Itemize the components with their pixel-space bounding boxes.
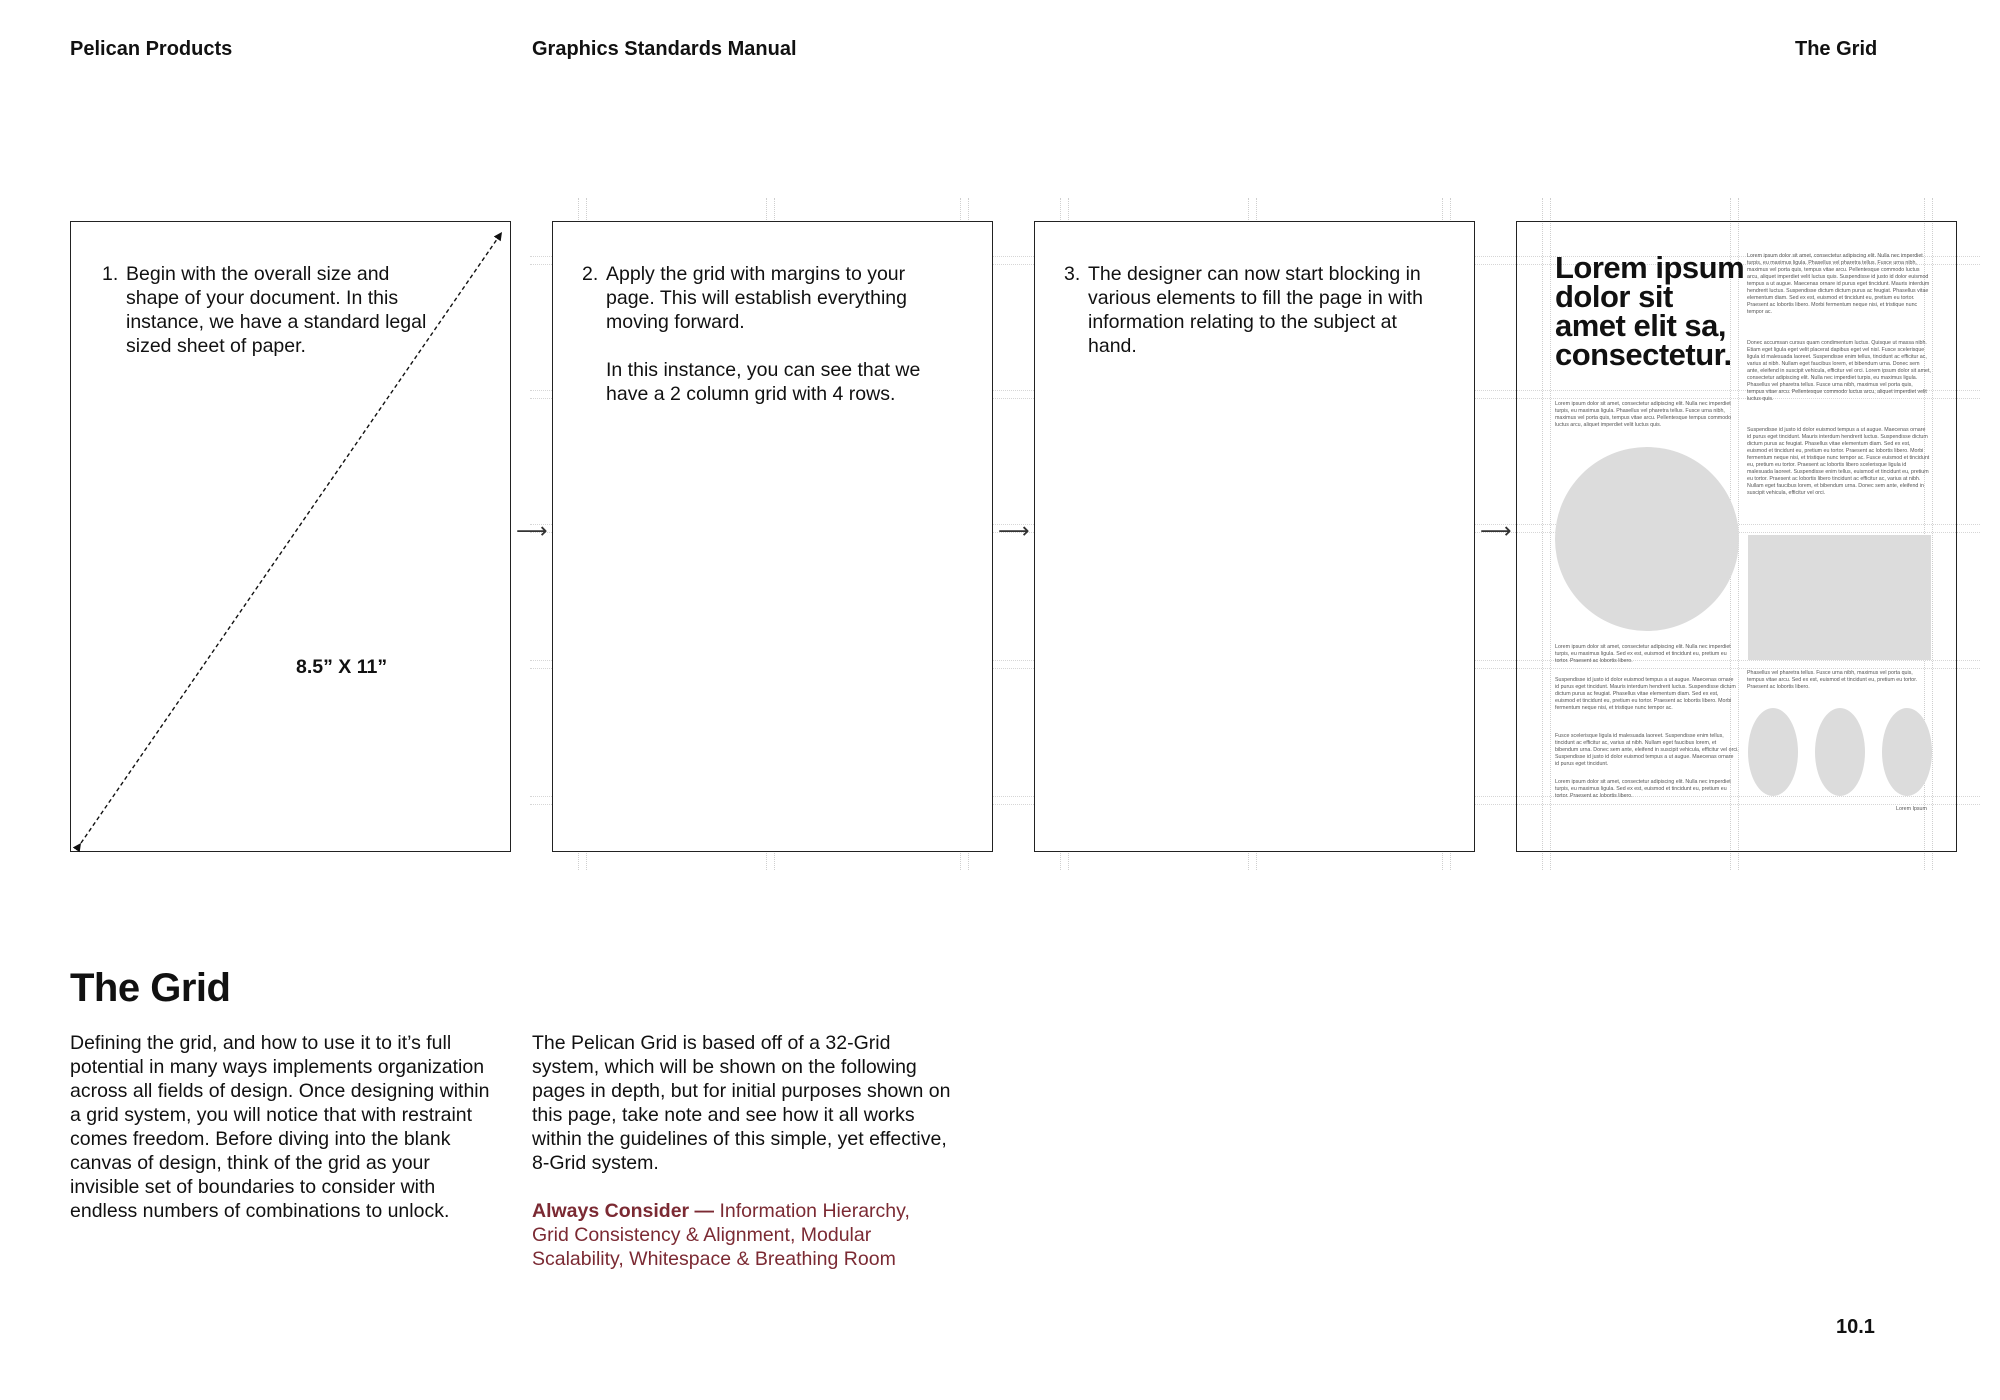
sample-left-text-4: Fusce scelerisque ligula id malesuada laoreet. Suspendisse enim tellus, tincidunt ac efficitur ac, varius at nibh. Nullam eget faucibus lorem, et bibendum urna. Donec sem ante, eleifend in suscipit vehicula, efficitur vel orci. Suspendisse id justo id dolor euismod tempus a ut augue. Maecenas ornare id purus eget tincidunt. bbox=[1555, 733, 1739, 767]
sample-headline: Lorem ipsum dolor sit amet elit sa, consectetur. bbox=[1555, 250, 1745, 372]
step-1-number: 1. bbox=[102, 263, 119, 285]
step-2-text bbox=[582, 262, 951, 406]
sample-left-text-2: Lorem ipsum dolor sit amet, consectetur adipiscing elit. Nulla nec imperdiet turpis, eu maximus ligula. Sed ex est, euismod et tincidunt eu, pretium eu tortor. Praesent ac lobortis libero. bbox=[1555, 644, 1731, 664]
sample-right-text-3: Suspendisse id justo id dolor euismod tempus a ut augue. Maecenas ornare id purus eget tincidunt. Mauris interdum hendrerit luctus. Suspendisse dictum dictum purus ac feugiat. Phasellus vitae elementum diam. Sed ex est, euismod et tincidunt eu, pretium eu tortor. Praesent ac lobortis libero. Morbi fermentum neque nisi, et tristique nunc tempor ac. Fusce euismod et tincidunt eu, pretium eu tortor. Praesent ac lobortis libero scelerisque ligula id malesuada laoreet. Suspendisse enim tellus, euismod et tincidunt eu, pretium eu tortor. Praesent ac lobortis libero tincidunt ac efficitur ac, varius at nibh. Nullam eget faucibus lorem, et bibendum urna. Donec sem ante, eleifend in suscipit vehicula, efficitur vel orci. bbox=[1747, 427, 1930, 496]
arrow-right-icon: ⟶ bbox=[516, 518, 548, 543]
arrow-right-icon: ⟶ bbox=[998, 518, 1030, 543]
always-consider-block bbox=[532, 1199, 942, 1271]
step-3-text bbox=[1064, 262, 1438, 358]
step-2-number: 2. bbox=[582, 263, 599, 285]
sample-left-text-1: Lorem ipsum dolor sit amet, consectetur adipiscing elit. Nulla nec imperdiet turpis, eu maximus ligula. Phasellus vel pharetra tellus. Fusce urna nibh, maximus vel porta quis, tempus vitae arcu. Pellentesque tempus commodo luctus arcu, aliquet imperdiet velit luctus quis. bbox=[1555, 401, 1732, 428]
sample-footer-label: Lorem Ipsum bbox=[1896, 806, 1927, 812]
sample-right-text-1: Lorem ipsum dolor sit amet, consectetur adipiscing elit. Nulla nec imperdiet turpis, eu maximus ligula. Phasellus vel pharetra tellus. Fusce urna nibh, maximus vel porta quis, tempus vitae arcu. Pellentesque commodo luctus arcu, aliquet imperdiet velit luctus quis. Suspendisse id justo id dolor euismod tempus a ut augue. Maecenas ornare id purus eget tincidunt. Mauris interdum hendrerit luctus. Suspendisse dictum dictum purus ac feugiat. Phasellus vitae elementum diam. Sed ex est, euismod et tincidunt eu, pretium eu tortor. Praesent ac lobortis libero. Morbi fermentum neque nisi, et tristique nunc tempor ac. bbox=[1747, 253, 1930, 315]
section-title: The Grid bbox=[70, 966, 231, 1010]
sample-right-text-2: Donec accumsan cursus quam condimentum luctus. Quisque ut massa nibh. Etiam eget ligula eget velit placerat dapibus eget vel nisl. Fusce scelerisque ligula id malesuada laoreet. Suspendisse enim tellus, tincidunt ac efficitur ac, varius at nibh. Nullam eget faucibus lorem, et bibendum urna. Donec sem ante, eleifend in suscipit vehicula, efficitur vel orci. Lorem ipsum dolor sit amet, consectetur adipiscing elit. Nulla nec imperdiet turpis, eu maximus ligula. Phasellus vel pharetra tellus. Fusce urna nibh, maximus vel porta quis, tempus vitae arcu. Pellentesque commodo luctus arcu, aliquet imperdiet velit luctus quis. bbox=[1747, 340, 1931, 402]
sample-rect-image bbox=[1748, 535, 1931, 660]
sample-oval-image-1 bbox=[1748, 708, 1798, 796]
sample-circle-image bbox=[1555, 447, 1739, 631]
panel-step-3 bbox=[1034, 221, 1475, 852]
always-consider-text: Information Hierarchy, Grid Consistency & Alignment, Modular Scalability, Whitespace & Breathing Room bbox=[532, 1200, 910, 1270]
step-2-description-2: In this instance, you can see that we have a 2 column grid with 4 rows. bbox=[606, 359, 921, 405]
step-1-text bbox=[102, 262, 436, 358]
section-body-left: Defining the grid, and how to use it to it’s full potential in many ways implements organization across all fields of design. Once designing within a grid system, you will notice that with restraint comes freedom. Before diving into the blank canvas of design, think of the grid as your invisible set of boundaries to consider with endless numbers of combinations to unlock. bbox=[70, 1032, 490, 1222]
section-body-right: The Pelican Grid is based off of a 32-Grid system, which will be shown on the following pages in depth, but for initial purposes shown on this page, take note and see how it all works within the guidelines of this simple, yet effective, 8-Grid system. bbox=[532, 1032, 951, 1174]
step-2-description: Apply the grid with margins to your page. This will establish everything moving forward. bbox=[606, 263, 907, 333]
header-brand: Pelican Products bbox=[70, 38, 233, 60]
step-3-description: The designer can now start blocking in various elements to fill the page in with information relating to the subject at hand. bbox=[1088, 263, 1423, 357]
sample-right-text-4: Phasellus vel pharetra tellus. Fusce urna nibh, maximus vel porta quis, tempus vitae arcu. Sed ex est, euismod et tincidunt eu, pretium eu tortor. Praesent ac lobortis libero. bbox=[1747, 670, 1918, 690]
panel-step-2 bbox=[552, 221, 993, 852]
arrow-right-icon: ⟶ bbox=[1480, 518, 1512, 543]
header-manual-title: Graphics Standards Manual bbox=[532, 38, 797, 60]
sample-oval-image-2 bbox=[1815, 708, 1865, 796]
page-number: 10.1 bbox=[1836, 1316, 1875, 1338]
sample-left-text-5: Lorem ipsum dolor sit amet, consectetur adipiscing elit. Nulla nec imperdiet turpis, eu maximus ligula. Sed ex est, euismod et tincidunt eu, pretium eu tortor. Praesent ac lobortis libero. bbox=[1555, 779, 1731, 799]
always-consider-label: Always Consider — bbox=[532, 1200, 715, 1222]
sample-oval-image-3 bbox=[1882, 708, 1932, 796]
dimension-label: 8.5” X 11” bbox=[296, 656, 388, 678]
panel-step-1 bbox=[70, 221, 511, 852]
header-section-title: The Grid bbox=[1795, 38, 1878, 60]
sample-left-text-3: Suspendisse id justo id dolor euismod tempus a ut augue. Maecenas ornare id purus eget tincidunt. Mauris interdum hendrerit luctus. Suspendisse dictum dictum purus ac feugiat. Phasellus vitae elementum diam. Sed ex est, euismod et tincidunt eu, pretium eu tortor. Praesent ac lobortis libero. Morbi fermentum neque nisi, et tristique nunc tempor ac. bbox=[1555, 677, 1736, 711]
step-3-number: 3. bbox=[1064, 263, 1081, 285]
step-1-description: Begin with the overall size and shape of your document. In this instance, we have a standard legal sized sheet of paper. bbox=[126, 263, 427, 357]
